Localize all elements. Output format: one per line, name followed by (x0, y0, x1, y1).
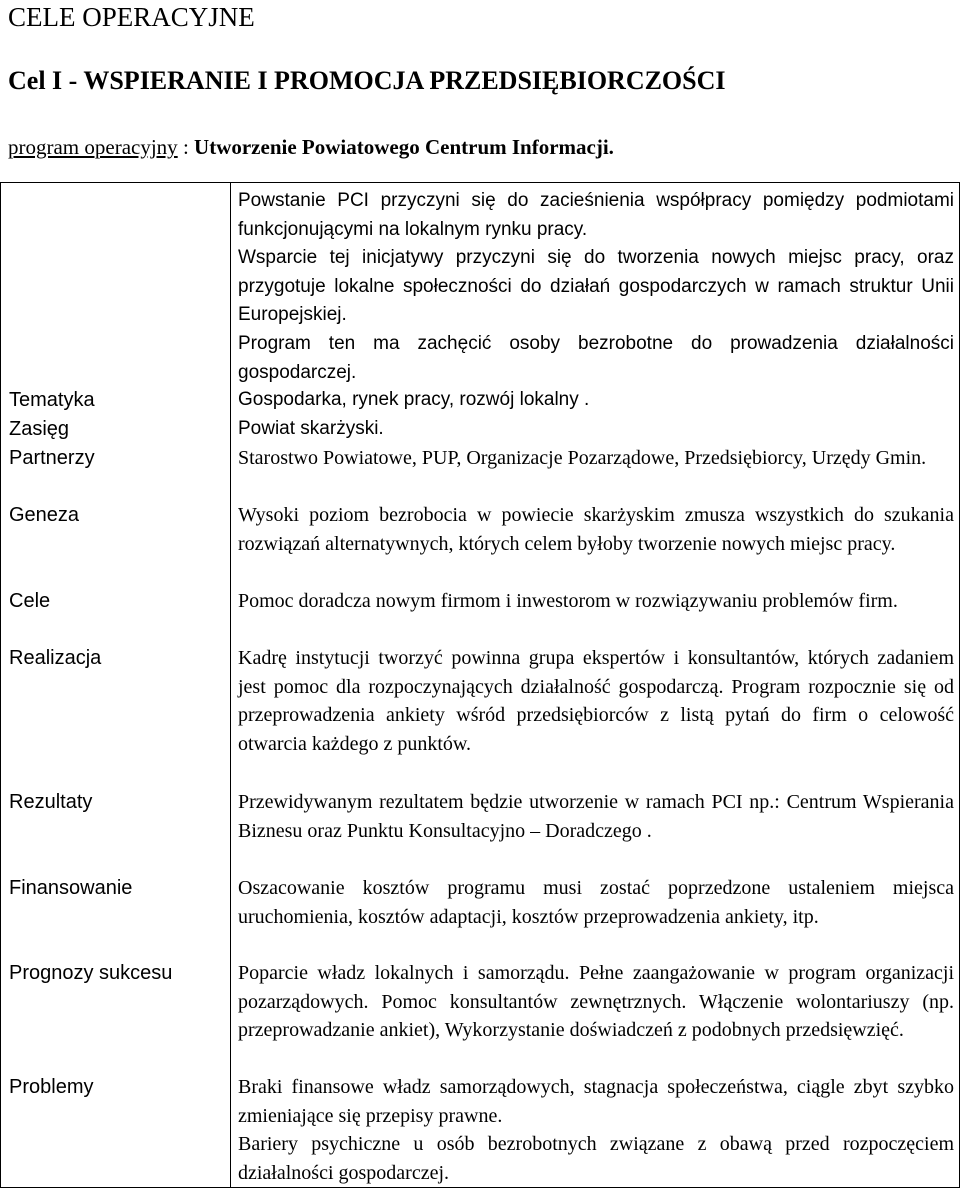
problemy-paragraph-1: Braki finansowe władz samorządowych, stagnacja społeczeństwa, ciągle zbyt szybko zmieniające się przepisy prawne. (238, 1076, 954, 1127)
program-separator: : (177, 135, 195, 159)
program-line (8, 134, 614, 160)
intro-cell (238, 187, 954, 387)
value-partnerzy: Starostwo Powiatowe, PUP, Organizacje Pozarządowe, Przedsiębiorcy, Urzędy Gmin. (238, 447, 927, 469)
label-prognozy-sukcesu: Prognozy sukcesu (9, 962, 173, 984)
label-problemy: Problemy (9, 1076, 94, 1098)
label-rezultaty: Rezultaty (9, 791, 93, 813)
value-problemy (238, 1073, 954, 1187)
intro-paragraph-1: Powstanie PCI przyczyni się do zacieśnienia współpracy pomiędzy podmiotami funkcjonującymi na lokalnym rynku pracy. (238, 190, 954, 240)
program-table (0, 182, 960, 1188)
intro-paragraph-3: Program ten ma zachęcić osoby bezrobotne do prowadzenia działalności gospodarczej. (238, 332, 954, 383)
column-divider (230, 183, 231, 1187)
page-title: CELE OPERACYJNE (8, 2, 255, 32)
value-rezultaty: Przewidywanym rezultatem będzie utworzenie w ramach PCI np.: Centrum Wspierania Biznesu oraz Punktu Konsultacyjno – Doradczego . (238, 791, 954, 842)
value-realizacja: Kadrę instytucji tworzyć powinna grupa ekspertów i konsultantów, których zadaniem jest pomoc dla rozpoczynających działalność gospodarczą. Program rozpocznie się od przeprowadzenia ankiety wśród przedsiębiorców z listą pytań do firm o celowość otwarcia każdego z punktów. (238, 647, 954, 755)
problemy-paragraph-2: Bariery psychiczne u osób bezrobotnych związane z obawą przed rozpoczęciem działalności gospodarczej. (238, 1133, 954, 1184)
value-finansowanie: Oszacowanie kosztów programu musi zostać poprzedzone ustaleniem miejsca uruchomienia, kosztów adaptacji, kosztów przeprowadzenia ankiety, itp. (238, 877, 954, 928)
value-cele: Pomoc doradcza nowym firmom i inwestorom w rozwiązywaniu problemów firm. (238, 590, 898, 612)
label-partnerzy: Partnerzy (9, 447, 95, 469)
value-tematyka: Gospodarka, rynek pracy, rozwój lokalny . (238, 389, 590, 410)
value-prognozy-sukcesu: Poparcie władz lokalnych i samorządu. Pełne zaangażowanie w program organizacji pozarządowych. Pomoc konsultantów zewnętrznych. Włączenie wolontariuszy (np. przeprowadzanie ankiet), Wykorzystanie doświadczeń z podobnych przedsięwzięć. (238, 962, 954, 1042)
goal-title: Cel I - WSPIERANIE I PROMOCJA PRZEDSIĘBIORCZOŚCI (8, 66, 726, 95)
intro-paragraph-2: Wsparcie tej inicjatywy przyczyni się do tworzenia nowych miejsc pracy, oraz przygotuje lokalne społeczności do działań gospodarczych w ramach struktur Unii Europejskiej. (238, 247, 954, 326)
label-cele: Cele (9, 590, 51, 612)
label-realizacja: Realizacja (9, 647, 102, 669)
label-tematyka: Tematyka (9, 389, 95, 411)
program-label: program operacyjny (8, 135, 178, 159)
label-geneza: Geneza (9, 504, 80, 526)
value-geneza: Wysoki poziom bezrobocia w powiecie skarżyskim zmusza wszystkich do szukania rozwiązań alternatywnych, których celem byłoby tworzenie nowych miejsc pracy. (238, 504, 954, 555)
label-zasieg: Zasięg (9, 418, 70, 440)
program-name: Utworzenie Powiatowego Centrum Informacji. (194, 135, 614, 159)
value-zasieg: Powiat skarżyski. (238, 418, 384, 439)
label-finansowanie: Finansowanie (9, 877, 133, 899)
